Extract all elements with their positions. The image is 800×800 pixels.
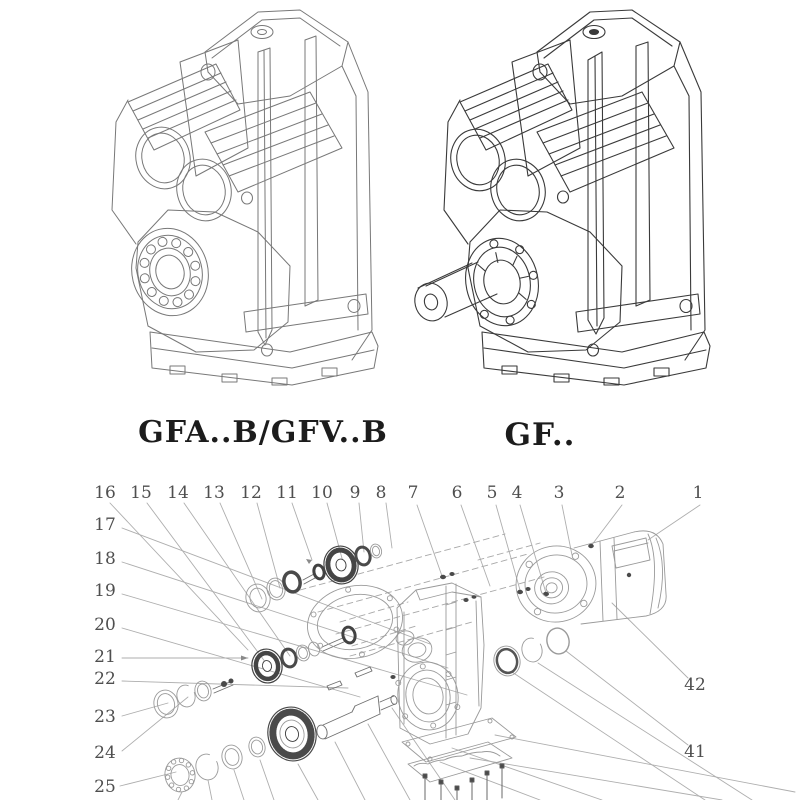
callout-23: 23 [94, 707, 116, 727]
intermediate-shaft-assembly [249, 626, 357, 686]
motor-side-rings [491, 626, 572, 679]
gearbox-drawing-gfab-gfvb [112, 10, 378, 385]
callout-9: 9 [349, 483, 361, 503]
callout-1: 1 [692, 483, 704, 503]
callout-17: 17 [94, 515, 116, 535]
callout-numbers [94, 483, 706, 797]
figure-label-gfab-gfvb: GFA..B/GFV..B [138, 415, 388, 450]
stepped-shaft [315, 695, 398, 740]
callout-3: 3 [553, 483, 565, 503]
callout-16: 16 [94, 483, 116, 503]
callout-41: 41 [684, 742, 706, 762]
callout-20: 20 [94, 615, 116, 635]
gearbox-housing [393, 583, 484, 744]
arrowhead-icon [241, 656, 248, 661]
callout-24: 24 [94, 743, 116, 763]
cover-cap-cluster [151, 679, 234, 721]
arrowhead-icon [306, 559, 312, 564]
callout-42: 42 [684, 675, 706, 695]
callout-11: 11 [276, 483, 298, 503]
gearbox-drawing-gf [411, 10, 710, 385]
exploded-parts-diagram [94, 483, 795, 800]
callout-13: 13 [203, 483, 225, 503]
callout-21: 21 [94, 647, 116, 667]
callout-15: 15 [130, 483, 152, 503]
oil-plug-icon [583, 26, 605, 39]
callout-2: 2 [614, 483, 626, 503]
ball-bearing [162, 756, 197, 795]
callout-6: 6 [451, 483, 463, 503]
housing-output-bore [393, 657, 464, 734]
callout-25: 25 [94, 777, 116, 797]
callout-22: 22 [94, 669, 116, 689]
input-gear [320, 543, 361, 587]
input-shaft-assembly [243, 543, 383, 615]
callout-4: 4 [511, 483, 523, 503]
callout-12: 12 [240, 483, 262, 503]
callout-8: 8 [375, 483, 387, 503]
callout-7: 7 [407, 483, 419, 503]
output-gear [263, 703, 321, 766]
callout-19: 19 [94, 581, 116, 601]
callout-10: 10 [311, 483, 333, 503]
intermediate-gear [249, 646, 285, 685]
callout-5: 5 [486, 483, 498, 503]
front-cover-ring [301, 577, 410, 667]
output-shaft [411, 262, 497, 324]
callout-18: 18 [94, 549, 116, 569]
oil-plug-icon [251, 26, 273, 39]
figure-label-gf: GF.. [504, 417, 576, 453]
callout-14: 14 [167, 483, 189, 503]
